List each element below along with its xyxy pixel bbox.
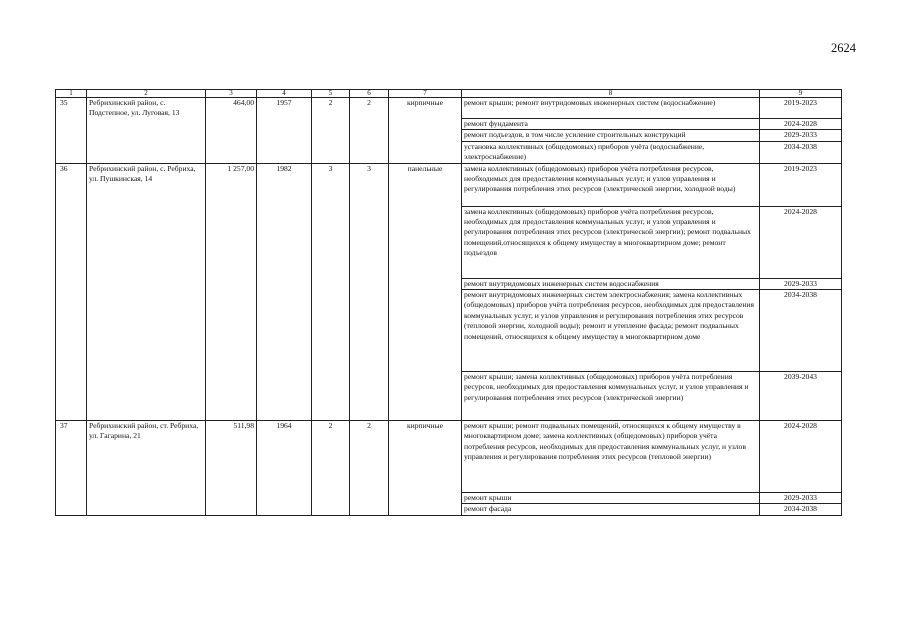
work-period: 2019-2023 (760, 98, 842, 119)
page-number: 2624 (831, 41, 856, 55)
work-period: 2029-2033 (760, 493, 842, 504)
work-period: 2024-2028 (760, 421, 842, 493)
table-row (56, 98, 842, 119)
work-period: 2019-2023 (760, 163, 842, 206)
work-period: 2029-2033 (760, 278, 842, 289)
work-period: 2024-2028 (760, 119, 842, 130)
column-number: 6 (350, 90, 389, 98)
construction-year: 1982 (257, 163, 312, 420)
house-address: Ребрихинский район, ст. Ребриха, ул. Гагарина, 21 (87, 421, 206, 516)
floor-count: 2 (312, 421, 350, 516)
work-period: 2029-2033 (760, 130, 842, 141)
wall-material: кирпичные (389, 98, 462, 164)
entrance-count: 2 (350, 98, 389, 164)
row-number: 37 (56, 421, 87, 516)
work-period: 2034-2038 (760, 290, 842, 372)
table-row (56, 421, 842, 493)
work-period: 2024-2028 (760, 206, 842, 278)
total-area: 1 257,00 (206, 163, 257, 420)
total-area: 464,00 (206, 98, 257, 164)
column-number-row (56, 90, 842, 98)
row-number: 36 (56, 163, 87, 420)
row-number: 35 (56, 98, 87, 164)
column-number: 5 (312, 90, 350, 98)
entrance-count: 2 (350, 421, 389, 516)
work-description: замена коллективных (общедомовых) приборов учёта потребления ресурсов, необходимых для предоставления коммунальных услуг, и узлов управления и регулирования потребления этих ресурсов (электрической энергии); ремонт подвальных помещений,относящихся к общему имуществу в многоквартирном доме; ремонт подъездов (462, 206, 760, 278)
work-description: замена коллективных (общедомовых) приборов учёта потребления ресурсов, необходимых для предоставления коммунальных услуг, и узлов управления и регулирования потребления этих ресурсов (электрической энергии, холодной воды) (462, 163, 760, 206)
work-description: ремонт внутридомовых инженерных систем электроснабжения; замена коллективных (общедомовых) приборов учёта потребления ресурсов, необходимых для предоставления коммунальных услуг, и узлов управления и регулирования потребления этих ресурсов (тепловой энергии, холодной воды); ремонт и утепление фасада; ремонт подвальных помещений, относящихся к общему имуществу в многоквартирном доме (462, 290, 760, 372)
work-description: ремонт крыши; замена коллективных (общедомовых) приборов учёта потребления ресурсов, необходимых для предоставления коммунальных услуг, и узлов управления и регулирования потребления этих ресурсов (электрической энергии) (462, 372, 760, 421)
house-address: Ребрихинский район, с. Подстепное, ул. Луговая, 13 (87, 98, 206, 164)
column-number: 1 (56, 90, 87, 98)
table-row (56, 163, 842, 206)
work-description: ремонт подъездов, в том числе усиление строительных конструкций (462, 130, 760, 141)
entrance-count: 3 (350, 163, 389, 420)
wall-material: кирпичные (389, 421, 462, 516)
column-number: 8 (462, 90, 760, 98)
total-area: 511,98 (206, 421, 257, 516)
column-number: 9 (760, 90, 842, 98)
column-number: 2 (87, 90, 206, 98)
work-period: 2034-2038 (760, 141, 842, 163)
work-description: ремонт крыши; ремонт внутридомовых инженерных систем (водоснабжение) (462, 98, 760, 119)
column-number: 4 (257, 90, 312, 98)
work-description: установка коллективных (общедомовых) приборов учёта (водоснабжение, электроснабжение) (462, 141, 760, 163)
repair-schedule-table (55, 89, 842, 516)
house-address: Ребрихинский район, с. Ребриха, ул. Пушкинская, 14 (87, 163, 206, 420)
construction-year: 1957 (257, 98, 312, 164)
floor-count: 2 (312, 98, 350, 164)
work-description: ремонт фундамента (462, 119, 760, 130)
work-description: ремонт крыши (462, 493, 760, 504)
wall-material: панельные (389, 163, 462, 420)
work-period: 2039-2043 (760, 372, 842, 421)
work-period: 2034-2038 (760, 504, 842, 515)
construction-year: 1964 (257, 421, 312, 516)
work-description: ремонт фасада (462, 504, 760, 515)
work-description: ремонт внутридомовых инженерных систем водоснабжения (462, 278, 760, 289)
column-number: 7 (389, 90, 462, 98)
work-description: ремонт крыши; ремонт подвальных помещений, относящихся к общему имуществу в многоквартирном доме; замена коллективных (общедомовых) приборов учёта потребления ресурсов, необходимых для предоставления коммунальных услуг, и узлов управления и регулирования потребления этих ресурсов (тепловой энергии) (462, 421, 760, 493)
column-number: 3 (206, 90, 257, 98)
floor-count: 3 (312, 163, 350, 420)
